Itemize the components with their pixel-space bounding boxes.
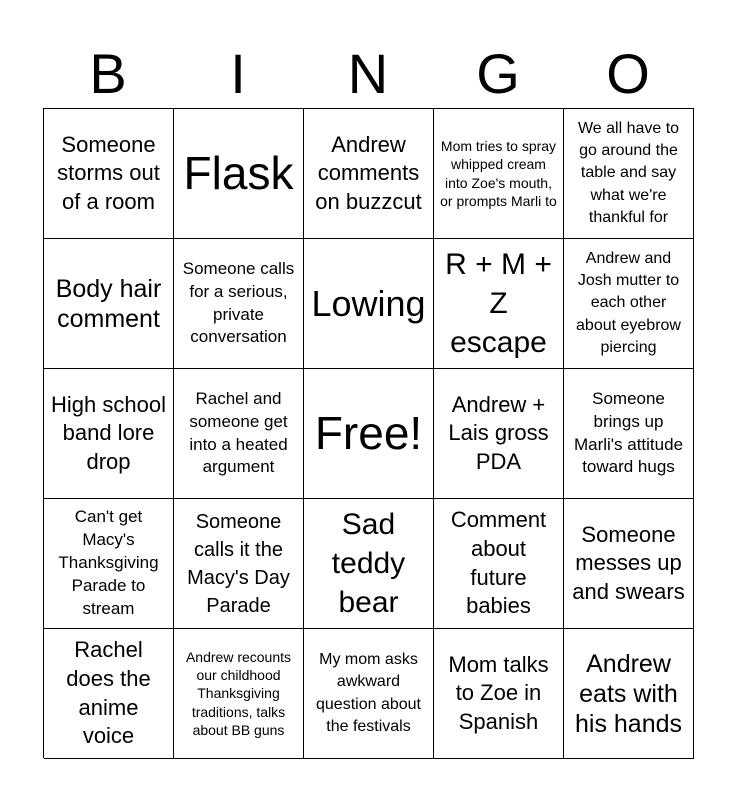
bingo-cell[interactable]: Andrew comments on buzzcut bbox=[304, 109, 434, 239]
bingo-cell[interactable]: Body hair comment bbox=[44, 239, 174, 369]
bingo-cell[interactable]: High school band lore drop bbox=[44, 369, 174, 499]
bingo-cell[interactable]: My mom asks awkward question about the festivals bbox=[304, 629, 434, 759]
bingo-cell[interactable]: Andrew and Josh mutter to each other about eyebrow piercing bbox=[564, 239, 694, 369]
bingo-cell[interactable]: Sad teddy bear bbox=[304, 499, 434, 629]
bingo-cell[interactable]: Someone calls it the Macy's Day Parade bbox=[174, 499, 304, 629]
header-letter-i: I bbox=[230, 42, 246, 105]
bingo-cell[interactable]: Comment about future babies bbox=[434, 499, 564, 629]
bingo-cell[interactable]: We all have to go around the table and say what we're thankful for bbox=[564, 109, 694, 239]
bingo-cell[interactable]: Mom tries to spray whipped cream into Zoe's mouth, or prompts Marli to bbox=[434, 109, 564, 239]
bingo-cell[interactable]: Someone messes up and swears bbox=[564, 499, 694, 629]
header-letter-o: O bbox=[606, 42, 650, 105]
bingo-cell[interactable]: Rachel does the anime voice bbox=[44, 629, 174, 759]
bingo-cell[interactable]: Someone calls for a serious, private conversation bbox=[174, 239, 304, 369]
header-letter-b: B bbox=[89, 42, 127, 105]
bingo-cell[interactable]: Andrew eats with his hands bbox=[564, 629, 694, 759]
bingo-card-grid bbox=[43, 108, 694, 758]
header-letter-g: G bbox=[476, 42, 520, 105]
bingo-cell[interactable]: Flask bbox=[174, 109, 304, 239]
header-letter-n: N bbox=[347, 42, 389, 105]
bingo-cell-free-space[interactable]: Free! bbox=[304, 369, 434, 499]
bingo-cell[interactable]: Someone storms out of a room bbox=[44, 109, 174, 239]
bingo-cell[interactable]: Lowing bbox=[304, 239, 434, 369]
bingo-header bbox=[43, 40, 693, 108]
bingo-cell[interactable]: Mom talks to Zoe in Spanish bbox=[434, 629, 564, 759]
bingo-cell[interactable]: Andrew + Lais gross PDA bbox=[434, 369, 564, 499]
bingo-cell[interactable]: Someone brings up Marli's attitude toward hugs bbox=[564, 369, 694, 499]
bingo-cell[interactable]: R + M + Z escape bbox=[434, 239, 564, 369]
bingo-cell[interactable]: Rachel and someone get into a heated argument bbox=[174, 369, 304, 499]
bingo-cell[interactable]: Andrew recounts our childhood Thanksgiving traditions, talks about BB guns bbox=[174, 629, 304, 759]
bingo-cell[interactable]: Can't get Macy's Thanksgiving Parade to stream bbox=[44, 499, 174, 629]
